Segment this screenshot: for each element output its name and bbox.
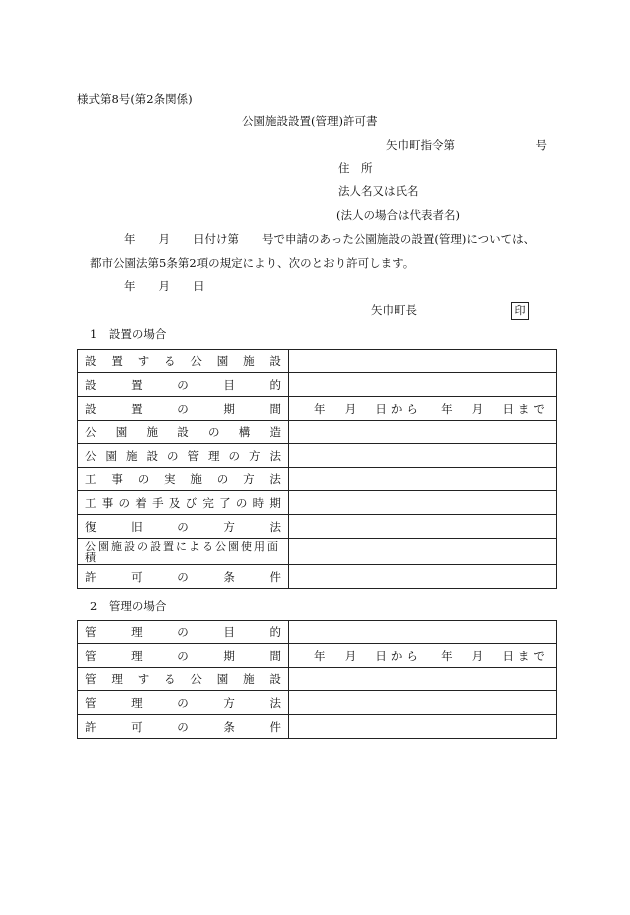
label-char: 園: [216, 354, 229, 368]
row-value-cell[interactable]: [289, 491, 557, 515]
label-char: 目: [223, 377, 235, 392]
section-1-heading: 1 設置の場合: [90, 327, 167, 341]
row-value-cell[interactable]: [289, 644, 557, 668]
label-char: 造: [269, 425, 281, 439]
table-row: [78, 565, 557, 589]
label-char: 方: [223, 519, 235, 534]
row-value-cell[interactable]: [289, 397, 557, 421]
label-char: す: [137, 354, 150, 368]
label-char: 管: [187, 448, 199, 463]
row-label-cell: [78, 350, 289, 373]
row-label-cell: [78, 397, 289, 421]
row-value-cell[interactable]: [289, 668, 557, 691]
table-row: [78, 491, 557, 515]
row-label-cell: [78, 715, 289, 739]
label-char: 着: [135, 495, 147, 510]
row-value-cell[interactable]: [289, 350, 557, 373]
label-char: 施: [243, 672, 255, 686]
label-char: の: [177, 719, 189, 734]
label-char: 園: [115, 425, 128, 439]
row-label-cell: [78, 565, 289, 589]
table-row: [78, 515, 557, 539]
label-char: 設: [269, 672, 281, 686]
label-char: 条: [223, 719, 235, 734]
address-label: 住 所: [338, 161, 373, 175]
table-row: [78, 421, 557, 444]
row-value-cell[interactable]: [289, 691, 557, 715]
table-row: [78, 691, 557, 715]
label-char: 施: [146, 425, 158, 439]
label-char: 管: [85, 672, 97, 686]
label-char: 法: [269, 519, 281, 534]
label-char: 構: [238, 425, 251, 439]
label-char: す: [137, 672, 150, 686]
label-char: 理: [208, 448, 220, 463]
label-char: 管: [85, 695, 97, 710]
label-char: の: [167, 448, 179, 463]
label-char: 的: [269, 625, 281, 639]
permit-number: 矢巾町指令第 号: [386, 138, 547, 152]
section-2-heading: 2 管理の場合: [90, 599, 167, 613]
installation-table: [77, 349, 557, 589]
table-row: [78, 539, 557, 565]
label-char: の: [177, 648, 189, 663]
label-char: の: [137, 472, 150, 486]
row-value-cell[interactable]: [289, 715, 557, 739]
body-line-2: 都市公園法第5条第2項の規定により、次のとおり許可します。: [90, 256, 415, 270]
label-char: 期: [223, 648, 235, 663]
period-part: 月: [471, 401, 484, 416]
label-char: 置: [131, 401, 143, 416]
table-row: [78, 397, 557, 421]
label-char: の: [177, 377, 189, 392]
label-char: る: [164, 354, 176, 368]
row-label-cell: [78, 668, 289, 691]
label-char: 理: [111, 672, 123, 686]
period-part: 年: [441, 401, 453, 416]
row-label-cell: [78, 539, 289, 565]
form-number: 様式第8号(第2条関係): [77, 92, 193, 106]
seal-stamp: 印: [511, 302, 529, 320]
label-char: 理: [131, 625, 143, 639]
label-char: 施: [190, 472, 202, 486]
label-char: 園: [216, 672, 229, 686]
label-char: 復: [85, 519, 97, 534]
label-char: 公: [190, 354, 202, 368]
label-char: 時: [252, 495, 265, 510]
label-char: 期: [223, 401, 235, 416]
label-char: 設: [269, 354, 281, 368]
period-part: 日から: [375, 648, 422, 663]
table-row: [78, 715, 557, 739]
label-char: 及: [168, 495, 181, 510]
label-char: 設: [146, 448, 158, 463]
row-value-cell[interactable]: [289, 539, 557, 565]
period-part: 日から: [375, 401, 422, 416]
label-char: 目: [223, 625, 235, 639]
label-char: る: [164, 672, 176, 686]
table-row: [78, 644, 557, 668]
period-part: 年: [314, 648, 326, 663]
label-char: 許: [85, 569, 97, 584]
row-label-cell: [78, 515, 289, 539]
label-char: 条: [223, 569, 235, 584]
name-label: 法人名又は氏名: [338, 184, 419, 198]
label-char: の: [228, 448, 240, 463]
label-char: 法: [269, 695, 281, 710]
label-char: 置: [131, 377, 143, 392]
label-char: 了: [219, 495, 231, 510]
period-part: 月: [344, 401, 357, 416]
label-char: 理: [131, 648, 143, 663]
label-char: 旧: [131, 519, 143, 534]
label-char: 方: [223, 695, 235, 710]
label-char: 設: [85, 377, 97, 392]
label-char: の: [216, 472, 229, 486]
label-char: 間: [269, 401, 281, 416]
table-row: [78, 350, 557, 373]
label-char: 公: [85, 448, 97, 463]
label-char: 施: [126, 448, 138, 463]
label-char: 理: [131, 695, 143, 710]
label-char: 管: [85, 625, 97, 639]
period-part: 月: [344, 648, 357, 663]
management-table: [77, 620, 557, 739]
label-char: 設: [177, 425, 189, 439]
period-part: 月: [471, 648, 484, 663]
row-value-cell[interactable]: [289, 373, 557, 397]
row-label-cell: [78, 444, 289, 468]
table-row: [78, 373, 557, 397]
label-char: 期: [269, 495, 281, 510]
label-char: び: [185, 495, 198, 510]
label-char: 設: [85, 401, 97, 416]
row-value-cell[interactable]: [289, 621, 557, 644]
label-char: 可: [131, 719, 143, 734]
label-char: 管: [85, 648, 97, 663]
body-line-1: 年 月 日付け第 号で申請のあった公園施設の設置(管理)については、: [124, 232, 536, 246]
label-char: 事: [111, 472, 123, 486]
label-char: 手: [152, 495, 164, 510]
row-value-cell[interactable]: [289, 444, 557, 468]
label-char: 設: [85, 354, 97, 368]
row-label-cell: [78, 691, 289, 715]
label-char: の: [118, 495, 131, 510]
permit-date: 年 月 日: [124, 279, 205, 293]
label-char: の: [177, 569, 189, 584]
label-char: 事: [101, 495, 114, 510]
label-char: 公: [85, 425, 97, 439]
label-char: 法: [269, 472, 281, 486]
row-value-cell[interactable]: [289, 468, 557, 491]
label-char: 的: [269, 377, 281, 392]
table-row: [78, 444, 557, 468]
row-value-cell[interactable]: [289, 515, 557, 539]
mayor-label: 矢巾町長: [371, 303, 417, 317]
row-label-cell: [78, 621, 289, 644]
period-part: 年: [441, 648, 453, 663]
label-char: の: [177, 695, 189, 710]
row-label-text: 公園施設の設置による公園使用面積: [85, 539, 280, 564]
document-title: 公園施設設置(管理)許可書: [242, 114, 378, 128]
period-part: 年: [314, 401, 326, 416]
table-row: [78, 668, 557, 691]
label-char: 法: [269, 448, 281, 463]
label-char: 許: [85, 719, 97, 734]
label-char: 件: [269, 719, 281, 734]
row-label-cell: [78, 468, 289, 491]
label-char: 間: [269, 648, 281, 663]
label-char: 工: [85, 495, 97, 510]
label-char: 実: [164, 472, 176, 486]
period-part: 日まで: [502, 401, 549, 416]
label-char: 工: [85, 472, 97, 486]
table-row: [78, 468, 557, 491]
label-char: の: [177, 401, 189, 416]
row-label-cell: [78, 491, 289, 515]
row-label-cell: [78, 421, 289, 444]
period-part: 日まで: [502, 648, 549, 663]
label-char: 方: [243, 472, 255, 486]
label-char: 公: [190, 672, 202, 686]
label-char: の: [235, 495, 248, 510]
row-value-cell[interactable]: [289, 421, 557, 444]
label-char: 可: [131, 569, 143, 584]
label-char: 置: [111, 354, 123, 368]
table-row: [78, 621, 557, 644]
representative-label: (法人の場合は代表者名): [336, 208, 460, 222]
row-label-cell: [78, 644, 289, 668]
label-char: の: [208, 425, 220, 439]
label-char: の: [177, 625, 189, 639]
label-char: 方: [249, 448, 261, 463]
label-char: 完: [202, 495, 214, 510]
row-label-cell: [78, 373, 289, 397]
row-value-cell[interactable]: [289, 565, 557, 589]
label-char: 件: [269, 569, 281, 584]
label-char: 施: [243, 354, 255, 368]
label-char: 園: [105, 448, 117, 463]
label-char: の: [177, 519, 189, 534]
